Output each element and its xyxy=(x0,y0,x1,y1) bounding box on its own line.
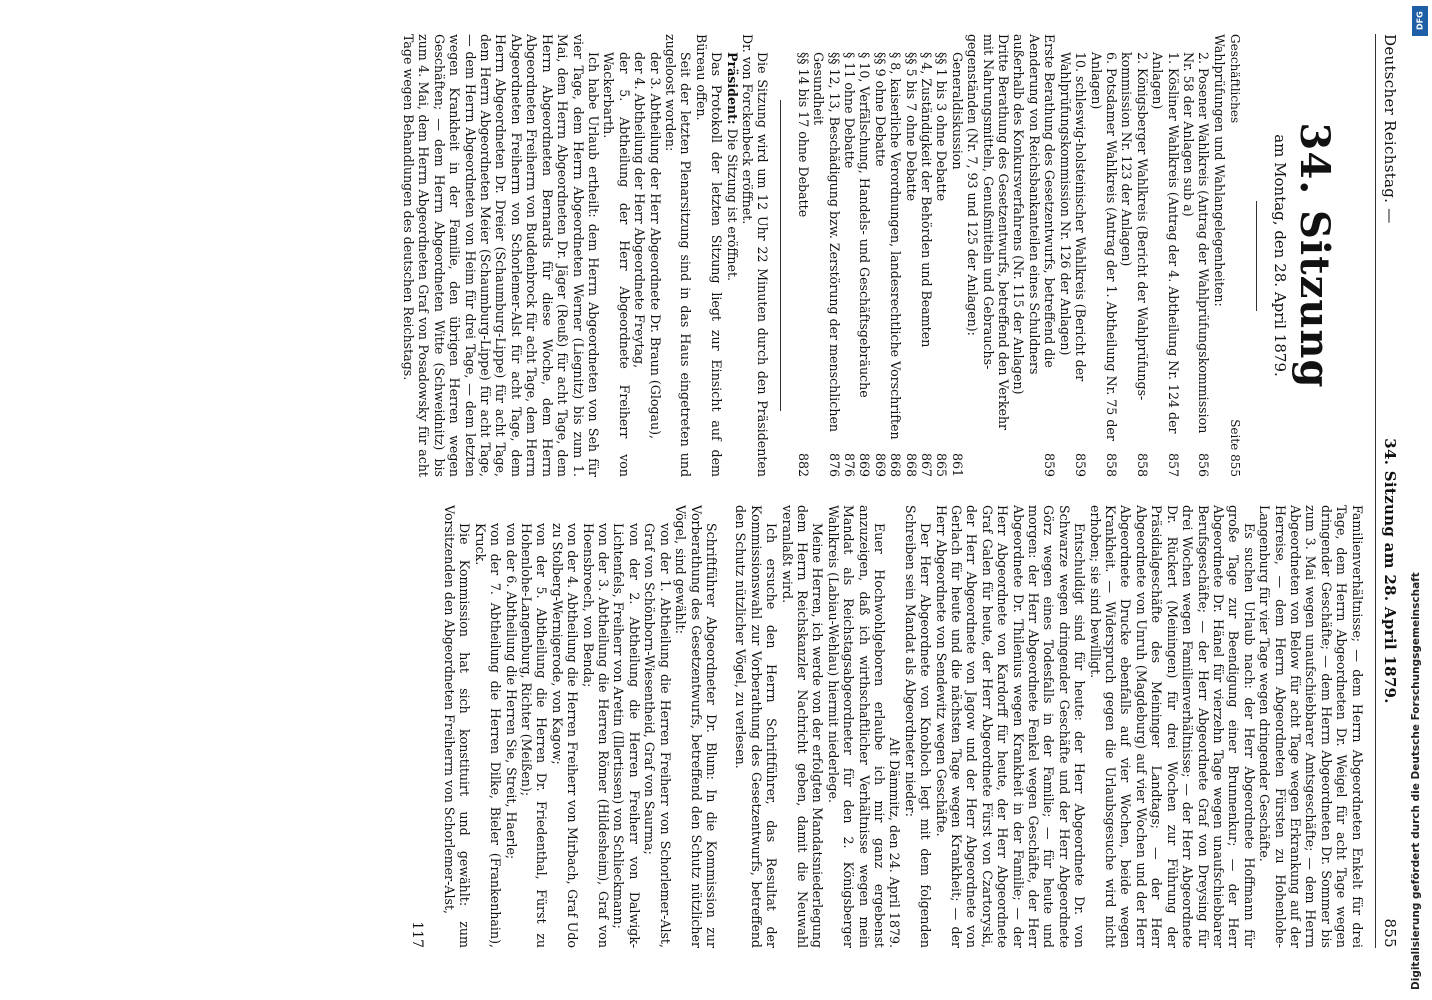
commission-entry: von der 3. Abtheilung die Herren Römer (Hildesheim), Graf von Hoensbroech, von Benda; xyxy=(580,523,612,948)
toc-entry-page: 882 xyxy=(795,452,811,477)
letter-place-date: Alt Dämmitz, den 24. April 1879. xyxy=(887,737,903,948)
toc-entry-page: 858 xyxy=(1134,452,1150,477)
toc-entry-text: §§ 5 bis 7 ohne Debatte xyxy=(903,52,919,202)
toc-row xyxy=(872,34,887,477)
toc-entry-page: 876 xyxy=(842,452,858,477)
toc-row xyxy=(965,34,1011,477)
assignment-line: der 3. Abtheilung der Herr Abgeordnete Dr. Braun (Glogau), xyxy=(647,52,663,440)
toc-entry-page: 858 xyxy=(1103,452,1119,477)
commission-entry: von der 1. Abtheilung die Herren Freiherr von Schorlemer-Alst, Graf von Schönborn-Wiesentheid, Graf von Saurma; xyxy=(642,523,673,948)
assignment-line: der 4. Abtheilung der Herr Abgeordnete Freytag, xyxy=(632,52,648,369)
title-rule xyxy=(1256,201,1257,311)
toc-entry-page: 868 xyxy=(903,452,919,477)
toc-entry-page: 868 xyxy=(888,452,904,477)
toc-entry-page: 859 xyxy=(1073,452,1089,477)
toc-row xyxy=(1181,34,1212,477)
commission-entry: von der 2. Abtheilung die Herren Freiherr von Dalwigk-Lichtenfels, Freiherr von Aretin (Illertissen) von Schlieckmann; xyxy=(611,523,642,948)
toc-row xyxy=(795,34,810,477)
toc-entry-text: §§ 12, 13, Beschädigung bzw. Zerstörung der menschlichen Gesundheit xyxy=(811,52,842,433)
assignment-line: der 5. Abtheilung der Herr Abgeordnete Freiherr von Wackerbarth. xyxy=(601,52,632,477)
toc-entry-page: 856 xyxy=(1196,452,1212,477)
dfg-credit-strip xyxy=(1406,0,1432,1000)
toc-entry-page: 857 xyxy=(1165,452,1181,477)
toc-entry-text: 2. Königsberger Wahlkreis (Bericht der Wahlprüfungskommission Nr. 123 der Anlagen) xyxy=(1119,52,1150,401)
toc-row xyxy=(888,34,903,477)
protocol-paragraph: Das Protokoll der letzten Sitzung liegt zur Einsicht auf dem Büreau offen. xyxy=(693,34,725,477)
commission-paragraph: Schriftführer Abgeordneter Dr. Blum: In die Kommission zur Vorberathung des Gesetzentwurfs, betreffend den Schutz nützlicher Vögel, sind gewählt: xyxy=(673,505,719,948)
toc-entry-text: Erste Berathung des Gesetzentwurfs, betreffend die Aenderung von Reichsbankanteilen eines Schuldners außerhalb des Konkursverfahrens (Nr. 115 der Anlagen) xyxy=(1011,34,1058,395)
toc-entry-text: 1. Kösliner Wahlkreis (Antrag der 4. Abtheilung Nr. 124 der Anlagen) xyxy=(1150,52,1181,434)
mandate-paragraph: Meine Herren, ich werde von der erfolgten Mandatsniederlegung dem Herrn Reichskanzler Nachricht geben, damit die Neuwahl veranlaßt wird. xyxy=(779,505,826,948)
text-columns xyxy=(35,34,1365,948)
toc-row xyxy=(949,34,964,477)
leave-requests-paragraph: Es suchen Urlaub nach: der Herr Abgeordnete Hoffmann für große Tage zur Beendigung einer Brunnenkur; — der Herr Abgeordnete Dr. Hänel für vierzehn Tage wegen unaufschiebbarer Berufsgeschäfte; — der Herr Abgeordnete Graf von Dreysing für drei Wochen wegen Familienverhältnisse; — der Herr Abgeordnete Dr. Rückert (Meiningen) für drei Wochen zur Führung der Präsidialgeschäfte des Meininger Landtags; — der Herr Abgeordnete von Unruh (Magdeburg) auf vier Wochen und der Herr Abgeordnete Drucke ebenfalls auf vier Wochen, beide wegen Krankheit. — Widerspruch gegen die Urlaubsgesuche wird nicht erhoben; sie sind bewilligt. xyxy=(1087,505,1257,948)
spacer xyxy=(719,505,733,948)
toc-entry-text: Wahlprüfungen und Wahlangelegenheiten: xyxy=(1211,34,1227,307)
session-date: am Montag, den 28. April 1879. xyxy=(1270,134,1289,377)
toc-entry-page xyxy=(965,449,1011,477)
since-paragraph: Seit der letzten Plenarsitzung sind in das Haus eingetreten und zugeloost worden: xyxy=(662,34,694,477)
left-column xyxy=(35,34,1365,477)
resignation-paragraph: Der Herr Abgeordnete von Knobloch legt mit dem folgenden Schreiben sein Mandat als Abgeordneter nieder: xyxy=(902,505,934,948)
toc-row xyxy=(1211,34,1226,477)
toc-entry-page: 865 xyxy=(934,452,950,477)
toc-entry-page: 861 xyxy=(949,452,965,477)
toc-entry-page: 869 xyxy=(857,452,873,477)
president-text: Die Sitzung ist eröffnet. xyxy=(724,128,740,282)
leave-paragraph: Ich habe Urlaub ertheilt: dem Herrn Abgeordneten von Seh für vier Tage, dem Herrn Abgeordneten Werner (Liegnitz) bis zum 1. Mai, dem Herrn Abgeordneten Dr. Jäger (Reuß) für acht Tage, dem Herrn Abgeordneten Bernards für diese Woche, dem Herrn Abgeordneten Freiherrn von Buddenbrock für acht Tage, dem Herrn Abgeordneten Freiherrn von Schorlemer-Alst für acht Tage, dem Herrn Abgeordneten Dr. Dreier (Schaumburg-Lippe) für acht Tage, dem Herrn Abgeordneten Meier (Schaumburg-Lippe) für acht Tage, — dem Herrn Abgeordneten von Heim für drei Tage, — dem letzten wegen Krankheit in der Familie, den übrigen Herren wegen Geschäften; — dem Herrn Abgeordneten Witte (Schweidnitz) bis zum 4. Mai, dem Herrn Abgeordneten Graf von Posadowsky für acht Tage wegen Behandlungen des deutschen Reichstags. xyxy=(401,34,601,477)
toc-row xyxy=(919,34,934,477)
resignation-letter: Euer Hochwohlgeboren erlaube ich mir ganz ergebenst anzuzeigen, daß ich wirthschaftlicher Verhältnisse wegen mein Mandat als Reichstagsabgeordneter für den 2. Königsberger Wahlkreis (Labiau-Wehlau) hiermit niederlege. xyxy=(825,505,887,948)
toc-header xyxy=(1227,34,1242,477)
toc-heading: Geschäftliches xyxy=(1228,34,1243,124)
running-head xyxy=(1375,34,1397,948)
toc-row xyxy=(903,34,918,477)
constitution-paragraph: Die Kommission hat sich konstituirt und gewählt: zum Vorsitzenden den Abgeordneten Freiherrn von Schorlemer-Alst, xyxy=(442,505,473,948)
toc-entry-text: § 8, kaiserliche Verordnungen, landesrechtliche Vorschriften xyxy=(888,52,904,440)
toc-entry-text: § 11 ohne Debatte xyxy=(842,52,858,169)
speaker-label: Präsident: xyxy=(724,52,740,125)
toc-entry-text: 10. schleswig-holsteinischer Wahlkreis (Bericht der Wahlprüfungskommission Nr. 126 der Anlagen) xyxy=(1057,52,1089,382)
toc-entry-text: §§ 1 bis 3 ohne Debatte xyxy=(934,52,950,202)
toc-entry-text: Generaldiskussion xyxy=(949,52,965,170)
toc-entry-text: §§ 14 bis 17 ohne Debatte xyxy=(795,52,811,218)
commission-entry: von der 4. Abtheilung die Herren Freiherr von Mirbach, Graf Udo zu Stolberg-Wernigerode, von Kagow; xyxy=(549,523,581,948)
commission-request-paragraph: Ich ersuche den Herrn Schriftführer, das Resultat der Kommissionswahl zur Vorberathung des Gesetzentwurfs, betreffend den Schutz nützlicher Vögel, zu verlesen. xyxy=(733,505,780,948)
toc-entry-page: 876 xyxy=(826,452,842,477)
toc-entry-page: 869 xyxy=(872,452,888,477)
signature-number: 117 xyxy=(408,921,425,948)
toc-row xyxy=(1088,34,1119,477)
commission-list xyxy=(472,505,672,948)
leave-continuation: Familienverhältnisse; — dem Herrn Abgeordneten Enkelt für drei Tage, dem Herrn Abgeordneten Dr. Weigel für acht Tage wegen dringender Geschäfte; — dem Herrn Abgeordneten Dr. Sommer bis zum 3. Mai wegen unaufschiebbarer Amtsgeschäfte; — dem Herrn Abgeordneten von Below für acht Tage wegen Erkrankung auf der Herreise, — dem Herrn Abgeordneten Fürsten zu Hohenlohe-Langenburg für vier Tage wegen dringender Geschäfte. xyxy=(1257,505,1365,948)
table-of-contents xyxy=(795,34,1226,477)
opening-paragraph: Die Sitzung wird um 12 Uhr 22 Minuten durch den Präsidenten Dr. von Forckenbeck eröffnet. xyxy=(740,34,771,477)
section-rule xyxy=(780,100,781,410)
toc-row xyxy=(811,34,842,477)
toc-row xyxy=(1011,34,1057,477)
president-paragraph xyxy=(724,34,739,477)
toc-row xyxy=(1150,34,1181,477)
toc-row xyxy=(1119,34,1150,477)
right-column xyxy=(35,505,1365,948)
toc-entry-text: 6. Potsdamer Wahlkreis (Antrag der 1. Abtheilung Nr. 75 der Anlagen) xyxy=(1088,52,1119,441)
session-title: 34. Sitzung xyxy=(1290,122,1338,389)
toc-entry-text: §§ 9 ohne Debatte xyxy=(872,52,888,167)
page-number: 855 xyxy=(1381,918,1399,948)
commission-entry: von der 7. Abtheilung die Herren Dilke, Bieler (Frankenhain), Kruck. xyxy=(472,523,504,948)
toc-row xyxy=(842,34,857,477)
toc-entry-text: § 4, Zuständigkeit der Behörden und Beamten xyxy=(919,52,935,348)
toc-heading-page: Seite 855 xyxy=(1228,419,1243,477)
running-head-left: Deutscher Reichstag. — xyxy=(1381,34,1399,224)
dfg-logo: DFG xyxy=(1412,6,1428,36)
toc-entry-page: 859 xyxy=(1042,452,1058,477)
commission-entry: von der 6. Abtheilung die Herren Sie, Streit, Haerle; xyxy=(503,523,519,860)
running-head-title: 34. Sitzung am 28. April 1879. xyxy=(1381,438,1399,704)
toc-entry-text: 2. Posener Wahlkreis (Antrag der Wahlprüfungskommission Nr. 58 der Anlagen sub a) xyxy=(1180,52,1212,434)
toc-row xyxy=(934,34,949,477)
excused-paragraph: Entschuldigt sind für heute: der Herr Abgeordnete Dr. von Schwarze wegen dringender Geschäfte und der Herr Abgeordnete Görz wegen eines Todesfalls in der Familie; — für heute und morgen: der Herr Abgeordnete Fenkel wegen Geschäfte, der Herr Abgeordnete Dr. Thilenius wegen Krankheit in der Familie; — der Herr Abgeordnete von Kardorff für heute, der Herr Abgeordnete Graf Galen für heute, der Herr Abgeordnete Fürst von Czartoryski, der Herr Abgeordnete von Jagow und der Herr Abgeordnete von Gerlach für heute und die nächsten Tage wegen Krankheit; — der Herr Abgeordnete von Sendewitz wegen Geschäfte. xyxy=(933,505,1088,948)
commission-entry: von der 5. Abtheilung die Herren Dr. Friedenthal, Fürst zu Hohenlohe-Langenburg, Richter (Meißen); xyxy=(519,523,550,948)
toc-entry-page: 867 xyxy=(919,452,935,477)
dfg-credit: Digitalisierung gefördert durch die Deutsche Forschungsgemeinschaft xyxy=(1410,572,1422,990)
toc-entry-page xyxy=(1211,449,1226,477)
toc-entry-text: Dritte Berathung des Gesetzentwurfs, betreffend den Verkehr mit Nahrungsmitteln, Genußmitteln und Gebrauchsgegenständen (Nr. 7, 93 und 125 der Anlagen): xyxy=(965,34,1012,431)
toc-row xyxy=(1057,34,1088,477)
toc-entry-text: § 10, Verfälschung, Handels- und Geschäftsgebräuche xyxy=(857,52,873,398)
toc-row xyxy=(857,34,872,477)
